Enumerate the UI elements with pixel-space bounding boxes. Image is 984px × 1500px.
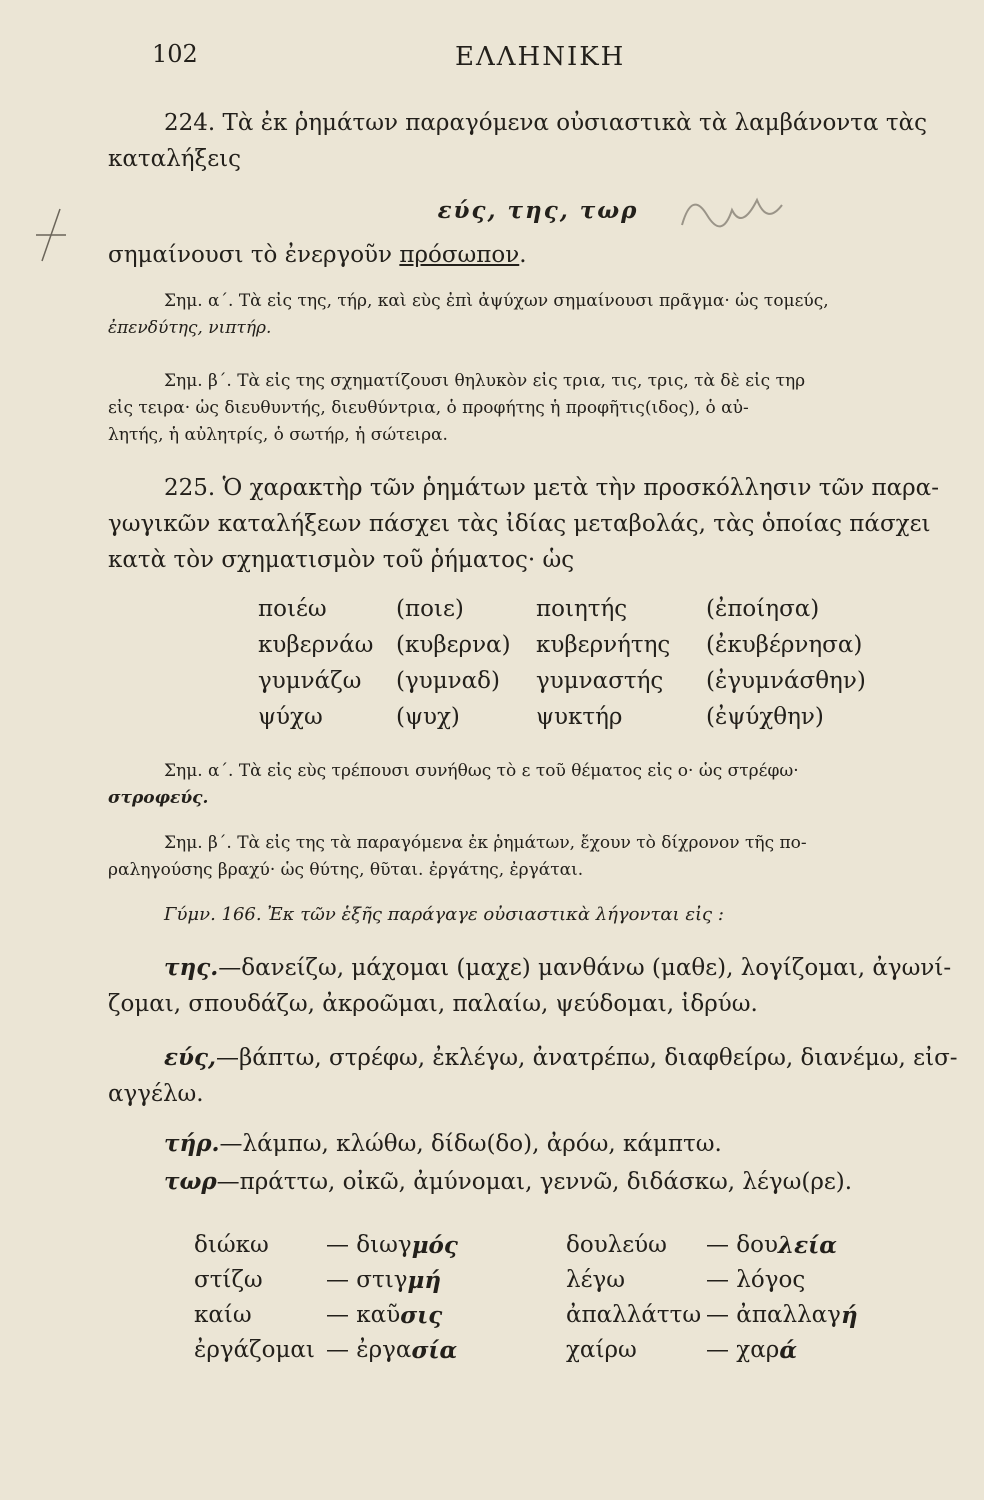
- derivations-left: [194, 1232, 458, 1372]
- section-224-line-2: καταλήξεις: [108, 146, 242, 172]
- note-225-a-line-2: στροφεύς.: [108, 788, 209, 808]
- table-cell: γυμναστής: [536, 668, 664, 694]
- noun-suffix: μή: [407, 1267, 442, 1294]
- section-224: [108, 105, 968, 273]
- table-cell: κυβερνήτης: [536, 632, 671, 658]
- exercise-tes-words-1: —δανείζω, μάχομαι (μαχε) μανθάνω (μαθε), λογίζομαι, ἀγωνί-: [218, 955, 952, 981]
- table-cell: (κυβερνα): [396, 632, 511, 658]
- table-cell: γυμνάζω: [258, 668, 362, 694]
- noun-stem: — στιγ: [326, 1267, 408, 1293]
- noun-stem: — καῦ: [326, 1302, 401, 1328]
- section-224-line-3-start: σημαίνουσι τὸ ἐνεργοῦν: [108, 242, 400, 268]
- derivation-row: [194, 1267, 458, 1302]
- table-cell: ποιέω: [258, 596, 327, 622]
- derivation-row: [566, 1232, 858, 1267]
- ending-label-ter: τήρ.: [164, 1130, 220, 1157]
- exercise-tor: [108, 1164, 968, 1200]
- noun-stem: — χαρ: [706, 1337, 780, 1363]
- exercise-ter-line: [108, 1126, 968, 1162]
- section-224-line-3: [108, 237, 968, 273]
- table-row: [258, 668, 866, 704]
- derivation-row: [566, 1267, 858, 1302]
- table-cell: ψύχω: [258, 704, 323, 730]
- ending-label-tor: τωρ: [164, 1168, 217, 1195]
- note-225-a-line-1: Σημ. α΄. Τὰ εἰς εὺς τρέπουσι συνήθως τὸ ε τοῦ θέματος εἰς ο· ὡς στρέφω·: [164, 761, 799, 781]
- note-224-a-line-1: Σημ. α΄. Τὰ εἰς της, τήρ, καὶ εὺς ἐπὶ ἀψύχων σημαίνουσι πρᾶγμα· ὡς τομεύς,: [164, 291, 829, 311]
- noun-stem: — διωγ: [326, 1232, 412, 1258]
- exercise-ter-words: —λάμπω, κλώθω, δίδω(δο), ἀρόω, κάμπτω.: [219, 1131, 722, 1157]
- table-row: [258, 596, 866, 632]
- table-cell: (ἐγυμνάσθην): [706, 668, 866, 694]
- derivation-row: [566, 1302, 858, 1337]
- table-row: [258, 704, 866, 740]
- note-225-b: [108, 830, 968, 884]
- exercise-tor-line: [108, 1164, 968, 1200]
- derivation-row: [194, 1337, 458, 1372]
- section-225-line-2: γωγικῶν καταλήξεων πάσχει τὰς ἰδίας μεταβολάς, τὰς ὁποίας πάσχει: [108, 511, 931, 537]
- example-table: [258, 596, 866, 740]
- noun-stem: — δου: [706, 1232, 778, 1258]
- table-cell: (γυμναδ): [396, 668, 500, 694]
- verb: καίω: [194, 1302, 252, 1328]
- table-cell: (ἐποίησα): [706, 596, 820, 622]
- noun-stem: — λόγος: [706, 1267, 806, 1293]
- noun-suffix: λεία: [778, 1232, 837, 1259]
- note-225-b-line-2: ραληγούσης βραχύ· ὡς θύτης, θῦται. ἐργάτης, ἐργάται.: [108, 860, 584, 880]
- noun-suffix: μός: [411, 1232, 458, 1259]
- page-header: [0, 40, 984, 80]
- table-cell: (ἐψύχθην): [706, 704, 824, 730]
- ending-label-tes: της.: [164, 954, 219, 981]
- noun-stem: — ἀπαλλαγ: [706, 1302, 841, 1328]
- derivation-row: [194, 1302, 458, 1337]
- section-224-line-3-end: .: [519, 242, 527, 268]
- note-225-b-line-1: Σημ. β΄. Τὰ εἰς της τὰ παραγόμενα ἐκ ῥημάτων, ἔχουν τὸ δίχρονον τῆς πο-: [164, 833, 807, 853]
- noun-suffix: ά: [779, 1337, 798, 1364]
- exercise-eus-line-1: [108, 1040, 968, 1076]
- section-225-line-3: κατὰ τὸν σχηματισμὸν τοῦ ῥήματος· ὡς: [108, 547, 575, 573]
- verb: λέγω: [566, 1267, 625, 1293]
- derivations-right: [566, 1232, 858, 1372]
- running-title: ΕΛΛΗΝΙΚΗ: [455, 42, 626, 72]
- exercise-ter: [108, 1126, 968, 1162]
- table-cell: ποιητής: [536, 596, 628, 622]
- note-224-a: [108, 288, 968, 342]
- exercise-eus-line-2: αγγέλω.: [108, 1081, 204, 1107]
- exercise-tes: [108, 950, 968, 1022]
- underlined-word: πρόσωπον: [399, 242, 520, 268]
- verb: δουλεύω: [566, 1232, 667, 1258]
- verb: ἐργάζομαι: [194, 1337, 315, 1363]
- table-cell: κυβερνάω: [258, 632, 374, 658]
- verb: στίζω: [194, 1267, 263, 1293]
- exercise-tor-words: —πράττω, οἰκῶ, ἀμύνομαι, γεννῶ, διδάσκω, λέγω(ρε).: [216, 1169, 853, 1195]
- verb: ἀπαλλάττω: [566, 1302, 702, 1328]
- exercise-166: [108, 900, 968, 930]
- note-224-a-line-2: ἐπενδύτης, νιπτήρ.: [108, 318, 272, 338]
- table-cell: (ἐκυβέρνησα): [706, 632, 863, 658]
- noun-suffix: σις: [400, 1302, 443, 1329]
- table-cell: (ψυχ): [396, 704, 460, 730]
- note-224-b-line-3: λητής, ἡ αὐλητρίς, ὁ σωτήρ, ἡ σώτειρα.: [108, 425, 448, 445]
- margin-pencil-mark: [30, 205, 70, 265]
- exercise-tes-line-1: [108, 950, 968, 986]
- section-225-line-1: 225. Ὁ χαρακτὴρ τῶν ῥημάτων μετὰ τὴν προσκόλλησιν τῶν παρα-: [164, 475, 939, 501]
- derivation-row: [566, 1337, 858, 1372]
- exercise-eus-words-1: —βάπτω, στρέφω, ἐκλέγω, ἀνατρέπω, διαφθείρω, διανέμω, εἰσ-: [215, 1045, 958, 1071]
- note-224-b: [108, 368, 968, 449]
- ending-label-eus: εύς,: [164, 1044, 216, 1071]
- note-224-b-line-1: Σημ. β΄. Τὰ εἰς της σχηματίζουσι θηλυκὸν εἰς τρια, τις, τρις, τὰ δὲ εἰς τηρ: [164, 371, 806, 391]
- exercise-tes-line-2: ζομαι, σπουδάζω, ἀκροῶμαι, παλαίω, ψεύδομαι, ἱδρύω.: [108, 991, 758, 1017]
- table-row: [258, 632, 866, 668]
- verb: χαίρω: [566, 1337, 637, 1363]
- section-225: [108, 470, 968, 578]
- ending-list: εύς, της, τωρ: [437, 197, 639, 224]
- derivation-row: [194, 1232, 458, 1267]
- table-cell: (ποιε): [396, 596, 464, 622]
- page-number: 102: [152, 40, 198, 68]
- table-cell: ψυκτήρ: [536, 704, 623, 730]
- note-225-a: [108, 758, 968, 812]
- verb: διώκω: [194, 1232, 269, 1258]
- noun-stem: — ἐργα: [326, 1337, 412, 1363]
- exercise-eus: [108, 1040, 968, 1112]
- section-224-line-1: 224. Τὰ ἐκ ῥημάτων παραγόμενα οὐσιαστικὰ τὰ λαμβάνοντα τὰς: [164, 110, 927, 136]
- noun-suffix: ή: [840, 1302, 858, 1329]
- note-224-b-line-2: εἰς τειρα· ὡς διευθυντής, διευθύντρια, ὁ προφήτης ἡ προφῆτις(ιδος), ὁ αὐ-: [108, 398, 749, 418]
- exercise-title: Γύμν. 166. Ἐκ τῶν ἑξῆς παράγαγε οὐσιαστικὰ λήγονται εἰς :: [164, 904, 724, 925]
- noun-suffix: σία: [411, 1337, 458, 1364]
